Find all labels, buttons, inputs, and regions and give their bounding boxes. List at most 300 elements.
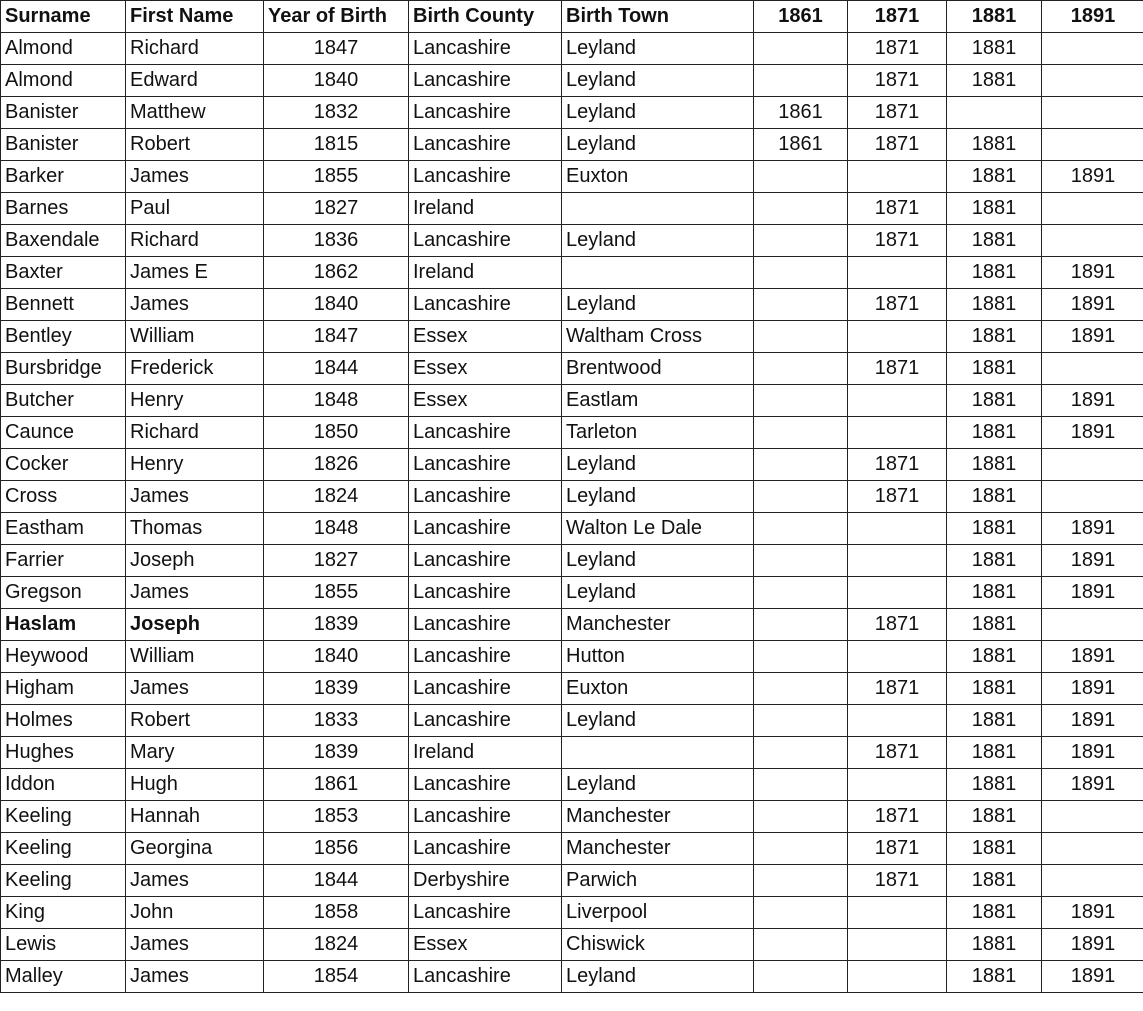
cell-census-1861[interactable] <box>754 65 848 97</box>
cell-census-1871[interactable]: 1871 <box>848 833 947 865</box>
cell-year-of-birth[interactable]: 1848 <box>264 385 409 417</box>
cell-census-1891[interactable]: 1891 <box>1042 737 1143 769</box>
cell-census-1871[interactable]: 1871 <box>848 65 947 97</box>
cell-birth-county[interactable]: Lancashire <box>409 705 562 737</box>
cell-census-1881[interactable]: 1881 <box>947 769 1042 801</box>
cell-census-1861[interactable] <box>754 225 848 257</box>
cell-census-1861[interactable] <box>754 449 848 481</box>
cell-census-1871[interactable] <box>848 641 947 673</box>
cell-year-of-birth[interactable]: 1840 <box>264 289 409 321</box>
cell-census-1881[interactable]: 1881 <box>947 65 1042 97</box>
cell-census-1881[interactable]: 1881 <box>947 673 1042 705</box>
cell-surname[interactable]: Cocker <box>1 449 126 481</box>
cell-census-1891[interactable] <box>1042 833 1143 865</box>
header-1861[interactable]: 1861 <box>754 1 848 33</box>
cell-birth-town[interactable]: Leyland <box>562 129 754 161</box>
cell-surname[interactable]: Bennett <box>1 289 126 321</box>
cell-census-1891[interactable]: 1891 <box>1042 673 1143 705</box>
cell-year-of-birth[interactable]: 1826 <box>264 449 409 481</box>
cell-census-1861[interactable] <box>754 353 848 385</box>
cell-census-1861[interactable] <box>754 609 848 641</box>
cell-surname[interactable]: Almond <box>1 65 126 97</box>
cell-census-1871[interactable] <box>848 257 947 289</box>
cell-birth-county[interactable]: Lancashire <box>409 769 562 801</box>
table-row <box>1 737 1143 769</box>
cell-census-1891[interactable]: 1891 <box>1042 961 1143 993</box>
cell-birth-county[interactable]: Essex <box>409 385 562 417</box>
cell-year-of-birth[interactable]: 1824 <box>264 929 409 961</box>
cell-birth-county[interactable]: Ireland <box>409 193 562 225</box>
cell-first-name[interactable]: James <box>126 289 264 321</box>
cell-birth-town[interactable]: Euxton <box>562 161 754 193</box>
cell-first-name[interactable]: William <box>126 321 264 353</box>
table-row <box>1 33 1143 65</box>
cell-census-1871[interactable] <box>848 321 947 353</box>
cell-surname[interactable]: Baxter <box>1 257 126 289</box>
table-row <box>1 481 1143 513</box>
cell-census-1871[interactable]: 1871 <box>848 737 947 769</box>
cell-birth-county[interactable]: Lancashire <box>409 225 562 257</box>
cell-first-name[interactable]: William <box>126 641 264 673</box>
cell-birth-county[interactable]: Lancashire <box>409 129 562 161</box>
cell-surname[interactable]: Butcher <box>1 385 126 417</box>
table-row <box>1 417 1143 449</box>
cell-birth-town[interactable]: Leyland <box>562 449 754 481</box>
cell-census-1891[interactable]: 1891 <box>1042 929 1143 961</box>
table-row <box>1 769 1143 801</box>
cell-census-1881[interactable]: 1881 <box>947 385 1042 417</box>
cell-year-of-birth[interactable]: 1827 <box>264 193 409 225</box>
cell-census-1861[interactable] <box>754 545 848 577</box>
cell-birth-town[interactable]: Leyland <box>562 705 754 737</box>
cell-first-name[interactable]: Joseph <box>126 545 264 577</box>
cell-census-1861[interactable] <box>754 801 848 833</box>
cell-surname[interactable]: Keeling <box>1 833 126 865</box>
table-row <box>1 449 1143 481</box>
cell-census-1871[interactable] <box>848 577 947 609</box>
cell-first-name[interactable]: Matthew <box>126 97 264 129</box>
cell-birth-county[interactable]: Lancashire <box>409 673 562 705</box>
cell-census-1871[interactable] <box>848 769 947 801</box>
cell-census-1861[interactable] <box>754 929 848 961</box>
cell-birth-town[interactable]: Liverpool <box>562 897 754 929</box>
cell-census-1881[interactable]: 1881 <box>947 833 1042 865</box>
cell-census-1881[interactable]: 1881 <box>947 641 1042 673</box>
cell-year-of-birth[interactable]: 1824 <box>264 481 409 513</box>
cell-year-of-birth[interactable]: 1853 <box>264 801 409 833</box>
cell-census-1871[interactable] <box>848 929 947 961</box>
cell-census-1871[interactable]: 1871 <box>848 801 947 833</box>
cell-first-name[interactable]: James <box>126 161 264 193</box>
cell-census-1871[interactable]: 1871 <box>848 97 947 129</box>
cell-census-1891[interactable]: 1891 <box>1042 513 1143 545</box>
cell-census-1871[interactable] <box>848 545 947 577</box>
cell-surname[interactable]: King <box>1 897 126 929</box>
cell-birth-town[interactable]: Manchester <box>562 801 754 833</box>
cell-census-1891[interactable]: 1891 <box>1042 289 1143 321</box>
cell-census-1861[interactable] <box>754 833 848 865</box>
cell-census-1871[interactable]: 1871 <box>848 225 947 257</box>
cell-first-name[interactable]: Paul <box>126 193 264 225</box>
cell-census-1891[interactable]: 1891 <box>1042 769 1143 801</box>
cell-year-of-birth[interactable]: 1840 <box>264 65 409 97</box>
cell-surname[interactable]: Haslam <box>1 609 126 641</box>
table-row <box>1 897 1143 929</box>
cell-census-1871[interactable] <box>848 161 947 193</box>
cell-birth-county[interactable]: Lancashire <box>409 801 562 833</box>
cell-census-1861[interactable] <box>754 385 848 417</box>
cell-census-1891[interactable] <box>1042 801 1143 833</box>
cell-year-of-birth[interactable]: 1839 <box>264 737 409 769</box>
cell-census-1881[interactable]: 1881 <box>947 321 1042 353</box>
table-row <box>1 193 1143 225</box>
cell-surname[interactable]: Banister <box>1 129 126 161</box>
cell-census-1881[interactable]: 1881 <box>947 513 1042 545</box>
cell-birth-town[interactable]: Waltham Cross <box>562 321 754 353</box>
cell-census-1861[interactable] <box>754 321 848 353</box>
cell-census-1861[interactable] <box>754 769 848 801</box>
cell-birth-town[interactable]: Brentwood <box>562 353 754 385</box>
cell-census-1871[interactable]: 1871 <box>848 449 947 481</box>
cell-census-1861[interactable] <box>754 161 848 193</box>
table-row <box>1 129 1143 161</box>
cell-surname[interactable]: Heywood <box>1 641 126 673</box>
cell-birth-county[interactable]: Lancashire <box>409 641 562 673</box>
cell-year-of-birth[interactable]: 1839 <box>264 673 409 705</box>
cell-census-1881[interactable]: 1881 <box>947 929 1042 961</box>
cell-surname[interactable]: Holmes <box>1 705 126 737</box>
header-1881[interactable]: 1881 <box>947 1 1042 33</box>
cell-surname[interactable]: Banister <box>1 97 126 129</box>
cell-year-of-birth[interactable]: 1856 <box>264 833 409 865</box>
table-row <box>1 353 1143 385</box>
cell-census-1881[interactable]: 1881 <box>947 257 1042 289</box>
cell-census-1881[interactable]: 1881 <box>947 481 1042 513</box>
cell-surname[interactable]: Bursbridge <box>1 353 126 385</box>
cell-census-1881[interactable]: 1881 <box>947 801 1042 833</box>
cell-birth-town[interactable]: Leyland <box>562 481 754 513</box>
cell-surname[interactable]: Baxendale <box>1 225 126 257</box>
header-1871[interactable]: 1871 <box>848 1 947 33</box>
table-row <box>1 289 1143 321</box>
cell-birth-town[interactable]: Leyland <box>562 33 754 65</box>
cell-year-of-birth[interactable]: 1844 <box>264 865 409 897</box>
cell-census-1861[interactable] <box>754 513 848 545</box>
cell-birth-county[interactable]: Essex <box>409 321 562 353</box>
cell-census-1881[interactable]: 1881 <box>947 225 1042 257</box>
cell-first-name[interactable]: John <box>126 897 264 929</box>
cell-census-1881[interactable]: 1881 <box>947 129 1042 161</box>
cell-census-1881[interactable]: 1881 <box>947 449 1042 481</box>
cell-census-1881[interactable]: 1881 <box>947 865 1042 897</box>
cell-census-1871[interactable] <box>848 705 947 737</box>
cell-birth-town[interactable]: Parwich <box>562 865 754 897</box>
table-row <box>1 705 1143 737</box>
cell-year-of-birth[interactable]: 1855 <box>264 577 409 609</box>
cell-first-name[interactable]: James <box>126 481 264 513</box>
cell-census-1871[interactable]: 1871 <box>848 129 947 161</box>
cell-census-1861[interactable]: 1861 <box>754 97 848 129</box>
cell-first-name[interactable]: Richard <box>126 33 264 65</box>
cell-year-of-birth[interactable]: 1833 <box>264 705 409 737</box>
cell-birth-county[interactable]: Lancashire <box>409 97 562 129</box>
cell-census-1861[interactable] <box>754 737 848 769</box>
cell-first-name[interactable]: Thomas <box>126 513 264 545</box>
cell-surname[interactable]: Higham <box>1 673 126 705</box>
cell-birth-town[interactable] <box>562 257 754 289</box>
cell-census-1881[interactable]: 1881 <box>947 161 1042 193</box>
cell-census-1881[interactable]: 1881 <box>947 705 1042 737</box>
cell-census-1861[interactable] <box>754 33 848 65</box>
cell-year-of-birth[interactable]: 1844 <box>264 353 409 385</box>
cell-first-name[interactable]: Richard <box>126 225 264 257</box>
cell-first-name[interactable]: Edward <box>126 65 264 97</box>
cell-first-name[interactable]: James <box>126 577 264 609</box>
cell-surname[interactable]: Iddon <box>1 769 126 801</box>
cell-birth-county[interactable]: Lancashire <box>409 481 562 513</box>
cell-birth-town[interactable]: Walton Le Dale <box>562 513 754 545</box>
cell-census-1881[interactable]: 1881 <box>947 577 1042 609</box>
cell-year-of-birth[interactable]: 1832 <box>264 97 409 129</box>
cell-census-1891[interactable] <box>1042 97 1143 129</box>
cell-surname[interactable]: Lewis <box>1 929 126 961</box>
cell-birth-county[interactable]: Lancashire <box>409 833 562 865</box>
cell-birth-town[interactable] <box>562 193 754 225</box>
cell-birth-county[interactable]: Lancashire <box>409 161 562 193</box>
table-row <box>1 641 1143 673</box>
cell-birth-town[interactable]: Euxton <box>562 673 754 705</box>
cell-census-1871[interactable]: 1871 <box>848 481 947 513</box>
cell-first-name[interactable]: Henry <box>126 449 264 481</box>
cell-census-1871[interactable] <box>848 961 947 993</box>
cell-surname[interactable]: Caunce <box>1 417 126 449</box>
cell-first-name[interactable]: Hannah <box>126 801 264 833</box>
cell-birth-town[interactable]: Chiswick <box>562 929 754 961</box>
cell-birth-town[interactable]: Leyland <box>562 577 754 609</box>
cell-census-1861[interactable] <box>754 673 848 705</box>
cell-census-1871[interactable] <box>848 417 947 449</box>
cell-year-of-birth[interactable]: 1836 <box>264 225 409 257</box>
cell-birth-county[interactable]: Lancashire <box>409 65 562 97</box>
header-first-name[interactable]: First Name <box>126 1 264 33</box>
cell-birth-town[interactable]: Leyland <box>562 65 754 97</box>
cell-year-of-birth[interactable]: 1850 <box>264 417 409 449</box>
cell-census-1871[interactable] <box>848 897 947 929</box>
cell-first-name[interactable]: Henry <box>126 385 264 417</box>
cell-birth-town[interactable]: Leyland <box>562 225 754 257</box>
cell-census-1881[interactable]: 1881 <box>947 289 1042 321</box>
cell-birth-county[interactable]: Lancashire <box>409 449 562 481</box>
cell-year-of-birth[interactable]: 1840 <box>264 641 409 673</box>
cell-first-name[interactable]: Frederick <box>126 353 264 385</box>
cell-census-1871[interactable]: 1871 <box>848 353 947 385</box>
cell-census-1871[interactable]: 1871 <box>848 865 947 897</box>
cell-census-1861[interactable] <box>754 641 848 673</box>
cell-census-1891[interactable]: 1891 <box>1042 897 1143 929</box>
table-row <box>1 929 1143 961</box>
cell-surname[interactable]: Keeling <box>1 801 126 833</box>
cell-census-1871[interactable] <box>848 385 947 417</box>
cell-census-1881[interactable]: 1881 <box>947 417 1042 449</box>
header-birth-town[interactable]: Birth Town <box>562 1 754 33</box>
cell-census-1891[interactable] <box>1042 65 1143 97</box>
cell-census-1891[interactable]: 1891 <box>1042 641 1143 673</box>
cell-census-1881[interactable]: 1881 <box>947 33 1042 65</box>
cell-birth-town[interactable]: Leyland <box>562 545 754 577</box>
cell-census-1861[interactable] <box>754 257 848 289</box>
cell-surname[interactable]: Eastham <box>1 513 126 545</box>
cell-census-1891[interactable] <box>1042 449 1143 481</box>
cell-census-1871[interactable]: 1871 <box>848 289 947 321</box>
cell-census-1881[interactable] <box>947 97 1042 129</box>
cell-census-1891[interactable] <box>1042 193 1143 225</box>
table-row <box>1 513 1143 545</box>
table-row <box>1 385 1143 417</box>
cell-birth-town[interactable]: Leyland <box>562 961 754 993</box>
cell-census-1861[interactable] <box>754 193 848 225</box>
cell-census-1891[interactable] <box>1042 33 1143 65</box>
cell-birth-county[interactable]: Lancashire <box>409 417 562 449</box>
cell-birth-town[interactable]: Leyland <box>562 769 754 801</box>
cell-birth-county[interactable]: Ireland <box>409 257 562 289</box>
cell-birth-town[interactable]: Hutton <box>562 641 754 673</box>
cell-first-name[interactable]: James <box>126 865 264 897</box>
table-row <box>1 257 1143 289</box>
cell-first-name[interactable]: James <box>126 961 264 993</box>
cell-first-name[interactable]: Hugh <box>126 769 264 801</box>
cell-first-name[interactable]: Robert <box>126 129 264 161</box>
cell-birth-county[interactable]: Lancashire <box>409 33 562 65</box>
cell-census-1891[interactable]: 1891 <box>1042 385 1143 417</box>
cell-census-1891[interactable] <box>1042 129 1143 161</box>
cell-census-1891[interactable]: 1891 <box>1042 705 1143 737</box>
cell-year-of-birth[interactable]: 1858 <box>264 897 409 929</box>
cell-birth-county[interactable]: Lancashire <box>409 609 562 641</box>
cell-surname[interactable]: Malley <box>1 961 126 993</box>
cell-birth-county[interactable]: Lancashire <box>409 897 562 929</box>
cell-birth-town[interactable]: Eastlam <box>562 385 754 417</box>
cell-surname[interactable]: Gregson <box>1 577 126 609</box>
cell-census-1881[interactable]: 1881 <box>947 961 1042 993</box>
cell-census-1861[interactable] <box>754 897 848 929</box>
cell-birth-county[interactable]: Derbyshire <box>409 865 562 897</box>
cell-census-1891[interactable]: 1891 <box>1042 417 1143 449</box>
cell-census-1891[interactable] <box>1042 353 1143 385</box>
cell-census-1861[interactable] <box>754 865 848 897</box>
cell-census-1861[interactable] <box>754 705 848 737</box>
cell-census-1891[interactable]: 1891 <box>1042 577 1143 609</box>
cell-census-1881[interactable]: 1881 <box>947 609 1042 641</box>
cell-year-of-birth[interactable]: 1848 <box>264 513 409 545</box>
cell-census-1861[interactable] <box>754 577 848 609</box>
cell-year-of-birth[interactable]: 1862 <box>264 257 409 289</box>
cell-surname[interactable]: Barker <box>1 161 126 193</box>
cell-census-1891[interactable]: 1891 <box>1042 321 1143 353</box>
cell-first-name[interactable]: Robert <box>126 705 264 737</box>
cell-birth-county[interactable]: Lancashire <box>409 545 562 577</box>
table-row <box>1 545 1143 577</box>
table-row <box>1 673 1143 705</box>
cell-birth-county[interactable]: Lancashire <box>409 961 562 993</box>
cell-census-1891[interactable]: 1891 <box>1042 161 1143 193</box>
cell-census-1861[interactable] <box>754 289 848 321</box>
cell-year-of-birth[interactable]: 1815 <box>264 129 409 161</box>
cell-census-1891[interactable]: 1891 <box>1042 257 1143 289</box>
cell-census-1871[interactable]: 1871 <box>848 609 947 641</box>
cell-year-of-birth[interactable]: 1847 <box>264 321 409 353</box>
cell-first-name[interactable]: Joseph <box>126 609 264 641</box>
cell-first-name[interactable]: Richard <box>126 417 264 449</box>
cell-census-1881[interactable]: 1881 <box>947 897 1042 929</box>
cell-census-1881[interactable]: 1881 <box>947 545 1042 577</box>
table-row <box>1 161 1143 193</box>
cell-birth-county[interactable]: Lancashire <box>409 513 562 545</box>
cell-surname[interactable]: Bentley <box>1 321 126 353</box>
cell-year-of-birth[interactable]: 1854 <box>264 961 409 993</box>
cell-year-of-birth[interactable]: 1855 <box>264 161 409 193</box>
cell-surname[interactable]: Farrier <box>1 545 126 577</box>
cell-birth-county[interactable]: Essex <box>409 929 562 961</box>
cell-birth-town[interactable]: Tarleton <box>562 417 754 449</box>
cell-census-1881[interactable]: 1881 <box>947 353 1042 385</box>
cell-year-of-birth[interactable]: 1847 <box>264 33 409 65</box>
cell-birth-town[interactable]: Leyland <box>562 289 754 321</box>
cell-surname[interactable]: Almond <box>1 33 126 65</box>
cell-census-1871[interactable] <box>848 513 947 545</box>
cell-first-name[interactable]: Mary <box>126 737 264 769</box>
cell-birth-county[interactable]: Lancashire <box>409 577 562 609</box>
cell-year-of-birth[interactable]: 1827 <box>264 545 409 577</box>
cell-census-1891[interactable] <box>1042 865 1143 897</box>
header-year-of-birth[interactable]: Year of Birth <box>264 1 409 33</box>
cell-surname[interactable]: Cross <box>1 481 126 513</box>
cell-first-name[interactable]: James <box>126 929 264 961</box>
cell-census-1861[interactable]: 1861 <box>754 129 848 161</box>
cell-first-name[interactable]: James <box>126 673 264 705</box>
cell-first-name[interactable]: Georgina <box>126 833 264 865</box>
cell-census-1881[interactable]: 1881 <box>947 737 1042 769</box>
cell-census-1861[interactable] <box>754 961 848 993</box>
cell-birth-town[interactable] <box>562 737 754 769</box>
cell-census-1861[interactable] <box>754 417 848 449</box>
cell-surname[interactable]: Barnes <box>1 193 126 225</box>
table-row <box>1 833 1143 865</box>
cell-census-1881[interactable]: 1881 <box>947 193 1042 225</box>
cell-census-1891[interactable] <box>1042 609 1143 641</box>
cell-census-1871[interactable]: 1871 <box>848 193 947 225</box>
cell-census-1891[interactable] <box>1042 481 1143 513</box>
cell-year-of-birth[interactable]: 1861 <box>264 769 409 801</box>
cell-first-name[interactable]: James E <box>126 257 264 289</box>
cell-census-1891[interactable] <box>1042 225 1143 257</box>
cell-surname[interactable]: Hughes <box>1 737 126 769</box>
header-surname[interactable]: Surname <box>1 1 126 33</box>
cell-birth-town[interactable]: Manchester <box>562 833 754 865</box>
cell-birth-town[interactable]: Manchester <box>562 609 754 641</box>
header-1891[interactable]: 1891 <box>1042 1 1143 33</box>
cell-birth-county[interactable]: Essex <box>409 353 562 385</box>
cell-census-1861[interactable] <box>754 481 848 513</box>
cell-census-1871[interactable]: 1871 <box>848 673 947 705</box>
cell-birth-county[interactable]: Lancashire <box>409 289 562 321</box>
cell-surname[interactable]: Keeling <box>1 865 126 897</box>
cell-birth-county[interactable]: Ireland <box>409 737 562 769</box>
cell-year-of-birth[interactable]: 1839 <box>264 609 409 641</box>
cell-census-1871[interactable]: 1871 <box>848 33 947 65</box>
header-birth-county[interactable]: Birth County <box>409 1 562 33</box>
cell-birth-town[interactable]: Leyland <box>562 97 754 129</box>
cell-census-1891[interactable]: 1891 <box>1042 545 1143 577</box>
